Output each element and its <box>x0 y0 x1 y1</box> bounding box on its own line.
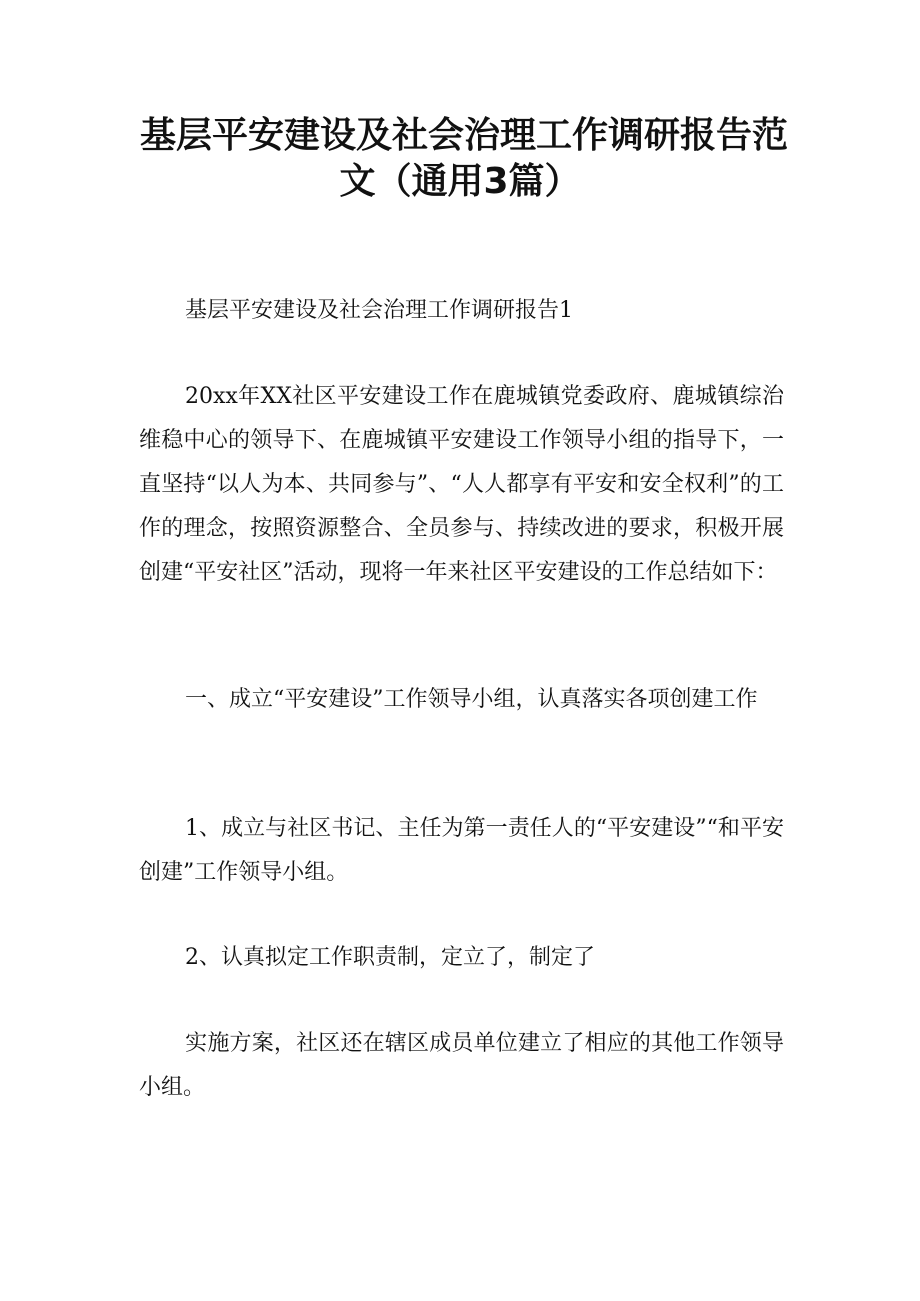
list-item-2-text: 2、认真拟定工作职责制，定立了，制定了 <box>185 945 595 970</box>
list-item-2 <box>139 936 784 980</box>
implementation-paragraph <box>139 1022 784 1110</box>
section-heading-1-text: 一、成立“平安建设”工作领导小组，认真落实各项创建工作 <box>185 687 758 712</box>
intro-paragraph-text: 20xx年XX社区平安建设工作在鹿城镇党委政府、鹿城镇综治维稳中心的领导下、在鹿城镇平安建设工作领导小组的指导下，一直坚持“以人为本、共同参与”、“人人都享有平安和安全权利”的工作的理念，按照资源整合、全员参与、持续改进的要求，积极开展创建“平安社区”活动，现将一年来社区平安建设的工作总结如下： <box>139 384 784 585</box>
list-item-1-text: 1、成立与社区书记、主任为第一责任人的“平安建设”“和平安创建”工作领导小组。 <box>139 816 784 885</box>
report-subtitle <box>139 289 784 333</box>
report-subtitle-text: 基层平安建设及社会治理工作调研报告1 <box>185 298 573 323</box>
section-heading-1 <box>139 678 784 722</box>
list-item-1 <box>139 807 784 895</box>
document-title-line-2: 文（通用3篇） <box>339 161 581 202</box>
implementation-paragraph-text: 实施方案，社区还在辖区成员单位建立了相应的其他工作领导小组。 <box>139 1031 784 1100</box>
intro-paragraph <box>139 375 784 595</box>
document-title-line-1: 基层平安建设及社会治理工作调研报告范 <box>140 115 789 156</box>
